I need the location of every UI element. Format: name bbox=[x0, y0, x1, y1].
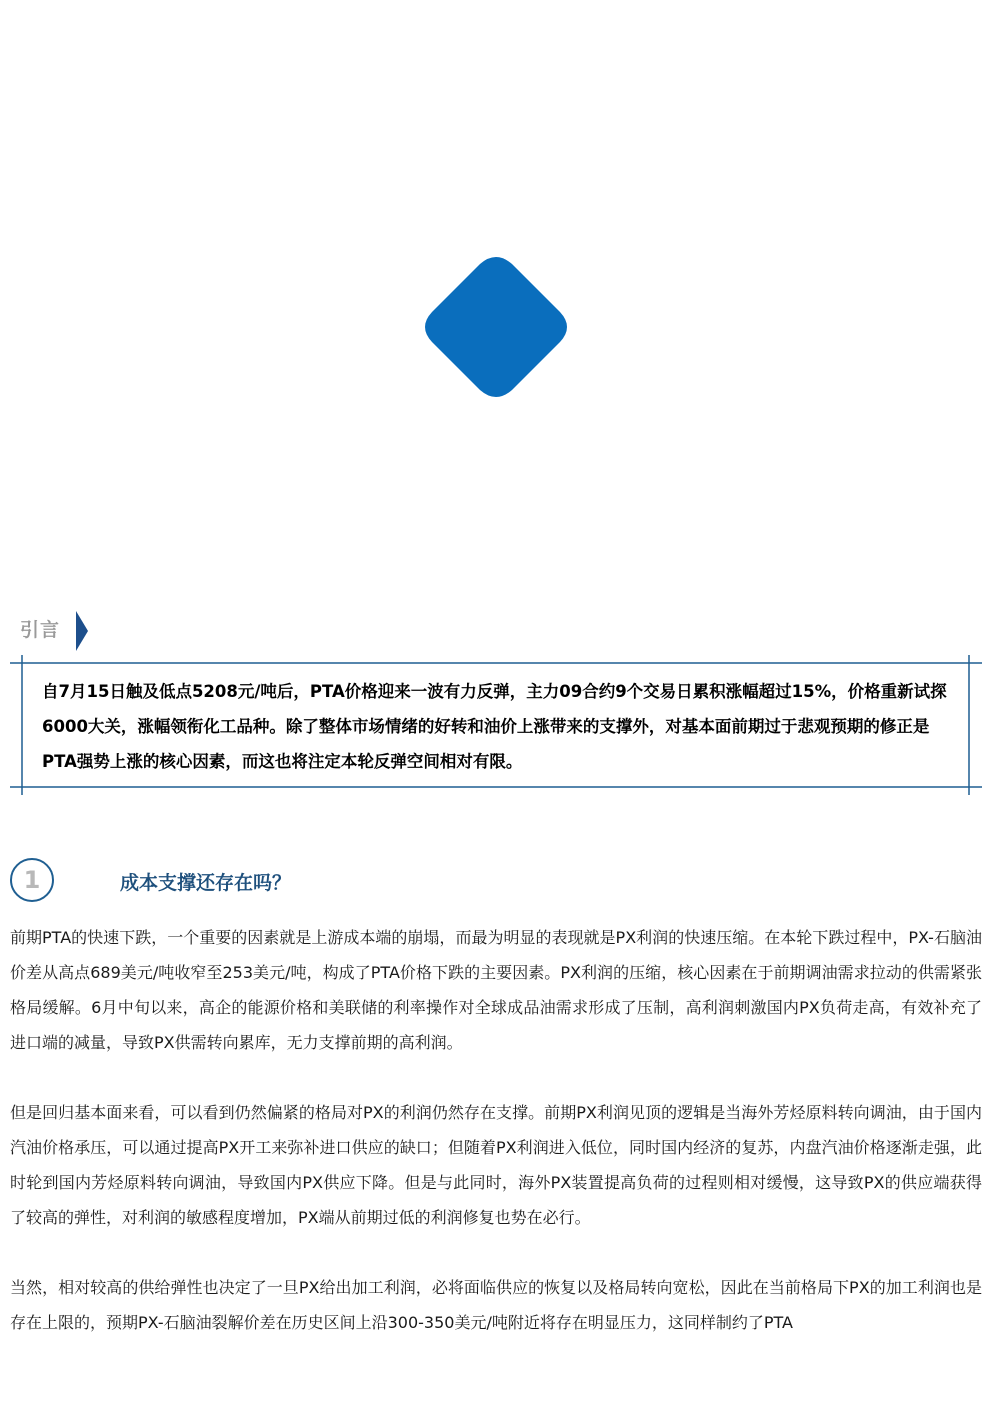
triangle-arrow-icon bbox=[76, 611, 88, 651]
section-title: 成本支撑还存在吗？ bbox=[120, 872, 292, 894]
body-paragraph: 前期PTA的快速下跌，一个重要的因素就是上游成本端的崩塌，而最为明显的表现就是PX利润的快速压缩。在本轮下跌过程中，PX-石脑油价差从高点689美元/吨收窄至253美元/吨，构成了PTA价格下跌的主要因素。PX利润的压缩，核心因素在于前期调油需求拉动的供需紧张格局缓解。6月中旬以来，高企的能源价格和美联储的利率操作对全球成品油需求形成了压制，高利润刺激国内PX负荷走高，有效补充了进口端的减量，导致PX供需转向累库，无力支撑前期的高利润。 bbox=[10, 928, 982, 1052]
section-number-badge: 1 bbox=[10, 858, 54, 902]
diamond-icon bbox=[424, 256, 568, 398]
body-paragraph: 当然，相对较高的供给弹性也决定了一旦PX给出加工利润，必将面临供应的恢复以及格局转向宽松，因此在当前格局下PX的加工利润也是存在上限的，预期PX-石脑油裂解价差在历史区间上沿300-350美元/吨附近将存在明显压力，这同样制约了PTA bbox=[10, 1278, 982, 1332]
body-paragraph: 但是回归基本面来看，可以看到仍然偏紧的格局对PX的利润仍然存在支撑。前期PX利润见顶的逻辑是当海外芳烃原料转向调油，由于国内汽油价格承压，可以通过提高PX开工来弥补进口供应的缺口；但随着PX利润进入低位，同时国内经济的复苏，内盘汽油价格逐渐走强，此时轮到国内芳烃原料转向调油，导致国内PX供应下降。但是与此同时，海外PX装置提高负荷的过程则相对缓慢，这导致PX的供应端获得了较高的弹性，对利润的敏感程度增加，PX端从前期过低的利润修复也势在必行。 bbox=[10, 1103, 982, 1227]
intro-text: 自7月15日触及低点5208元/吨后，PTA价格迎来一波有力反弹，主力09合约9个交易日累积涨幅超过15%，价格重新试探6000大关，涨幅领衔化工品种。除了整体市场情绪的好转和油价上涨带来的支撑外，对基本面前期过于悲观预期的修正是PTA强势上涨的核心因素，而这也将注定本轮反弹空间相对有限。 bbox=[42, 682, 947, 771]
intro-label: 引言 bbox=[20, 619, 61, 641]
